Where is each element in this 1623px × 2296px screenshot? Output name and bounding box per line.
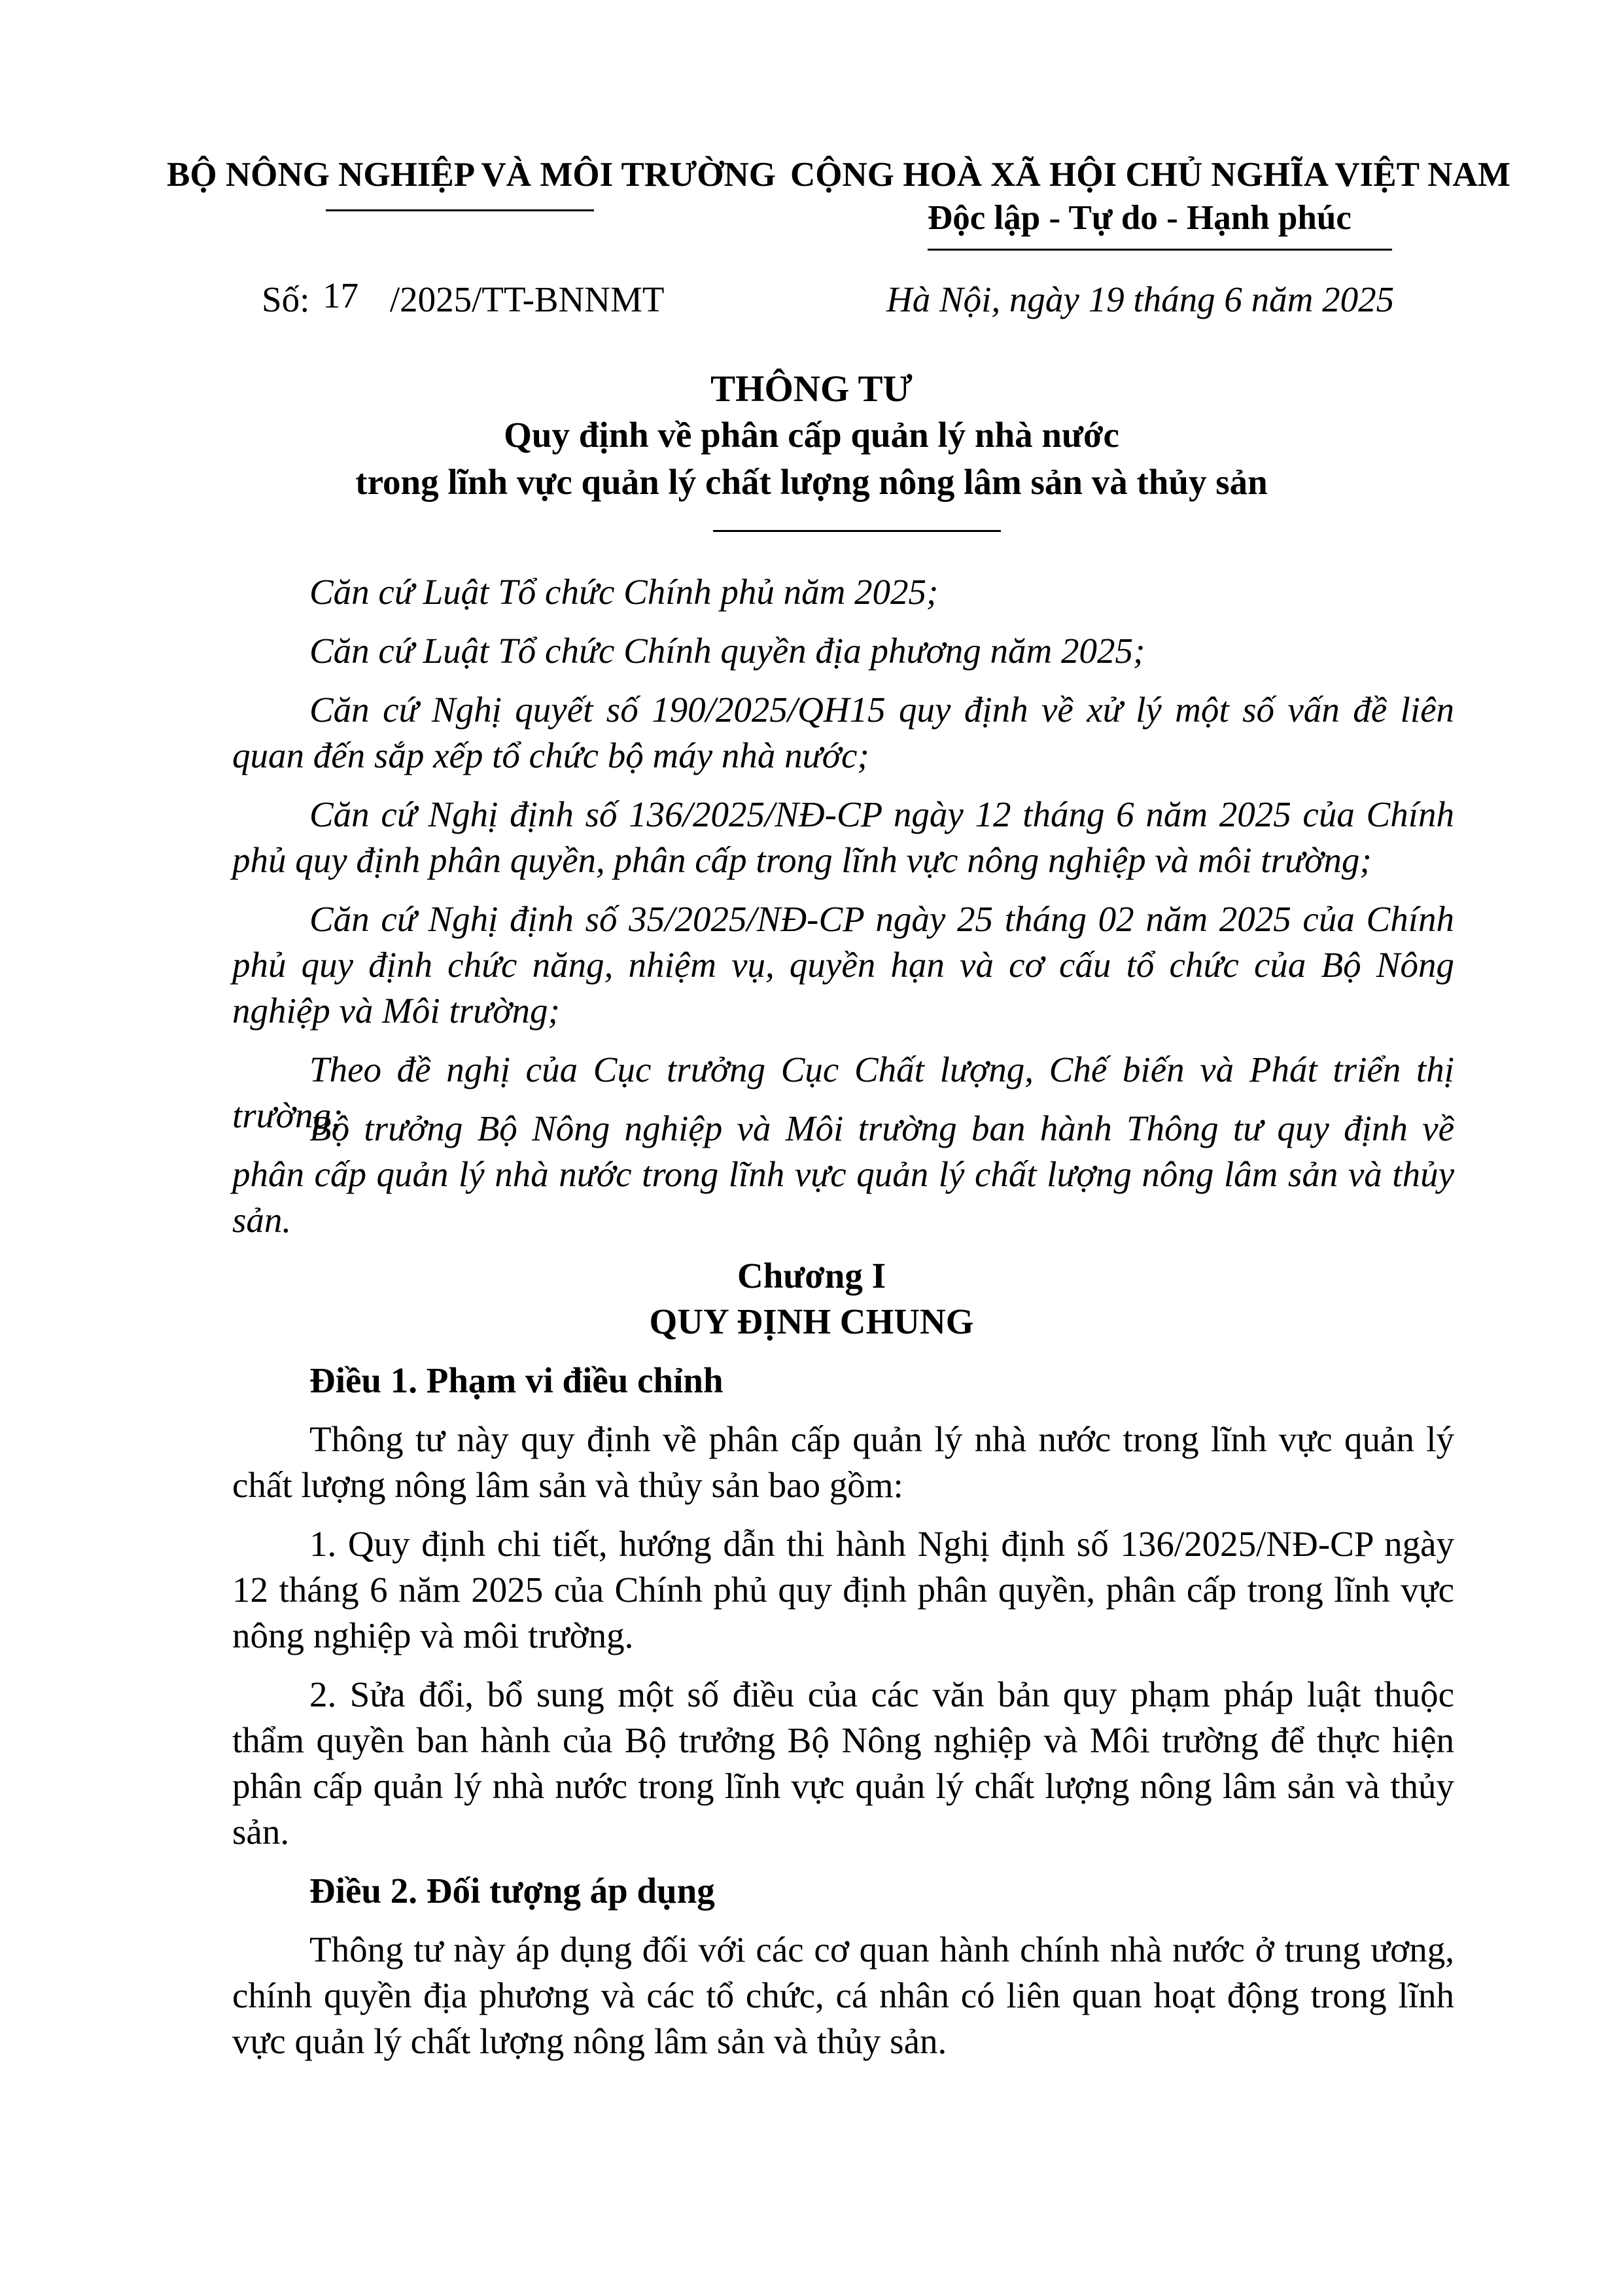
title-line-1: Quy định về phân cấp quản lý nhà nước (504, 415, 1119, 455)
ministry-name: BỘ NÔNG NGHIỆP VÀ MÔI TRƯỜNG (167, 156, 777, 194)
preamble-item-5: Căn cứ Nghị định số 35/2025/NĐ-CP ngày 25 tháng 02 năm 2025 của Chính phủ quy định chức năng, nhiệm vụ, quyền hạn và cơ cấu tổ chức của Bộ Nông nghiệp và Môi trường; (232, 899, 1454, 1031)
document-type: THÔNG TƯ (710, 368, 913, 410)
preamble-item-4: Căn cứ Nghị định số 136/2025/NĐ-CP ngày 12 tháng 6 năm 2025 của Chính phủ quy định phân quyền, phân cấp trong lĩnh vực nông nghiệp và môi trường; (232, 794, 1454, 880)
preamble-item-6: Theo đề nghị của Cục trưởng Cục Chất lượng, Chế biến và Phát triển thị trường; (232, 1050, 1454, 1135)
doc-number-prefix: Số: (262, 279, 310, 319)
title-underline (713, 530, 1001, 532)
national-motto: Độc lập - Tự do - Hạnh phúc (928, 199, 1352, 237)
document-number (262, 277, 665, 323)
preamble-item-2: Căn cứ Luật Tổ chức Chính quyền địa phương năm 2025; (309, 631, 1145, 671)
article-1-heading: Điều 1. Phạm vi điều chỉnh (309, 1360, 724, 1400)
country-name: CỘNG HOÀ XÃ HỘI CHỦ NGHĨA VIỆT NAM (790, 156, 1510, 194)
place-and-date: Hà Nội, ngày 19 tháng 6 năm 2025 (886, 279, 1395, 319)
title-line-2: trong lĩnh vực quản lý chất lượng nông lâm sản và thủy sản (355, 462, 1268, 502)
doc-number-value: 17 (323, 275, 359, 315)
preamble-item-7: Bộ trưởng Bộ Nông nghiệp và Môi trường ban hành Thông tư quy định về phân cấp quản lý nhà nước trong lĩnh vực quản lý chất lượng nông lâm sản và thủy sản. (232, 1108, 1454, 1240)
ministry-underline (326, 209, 594, 211)
article-1-item-1: 1. Quy định chi tiết, hướng dẫn thi hành Nghị định số 136/2025/NĐ-CP ngày 12 tháng 6 năm 2025 của Chính phủ quy định phân quyền, phân cấp trong lĩnh vực nông nghiệp và môi trường. (232, 1524, 1454, 1655)
motto-underline (928, 249, 1392, 251)
chapter-number: Chương I (737, 1256, 886, 1296)
article-1-intro: Thông tư này quy định về phân cấp quản lý nhà nước trong lĩnh vực quản lý chất lượng nông lâm sản và thủy sản bao gồm: (232, 1419, 1454, 1505)
doc-number-suffix: /2025/TT-BNNMT (389, 279, 665, 319)
article-2-text: Thông tư này áp dụng đối với các cơ quan hành chính nhà nước ở trung ương, chính quyền địa phương và các tổ chức, cá nhân có liên quan hoạt động trong lĩnh vực quản lý chất lượng nông lâm sản và thủy sản. (232, 1930, 1454, 2061)
chapter-name: QUY ĐỊNH CHUNG (649, 1301, 974, 1341)
preamble-item-3: Căn cứ Nghị quyết số 190/2025/QH15 quy định về xử lý một số vấn đề liên quan đến sắp xếp tổ chức bộ máy nhà nước; (232, 690, 1454, 775)
article-1-item-2: 2. Sửa đổi, bổ sung một số điều của các văn bản quy phạm pháp luật thuộc thẩm quyền ban hành của Bộ trưởng Bộ Nông nghiệp và Môi trường để thực hiện phân cấp quản lý nhà nước trong lĩnh vực quản lý chất lượng nông lâm sản và thủy sản. (232, 1674, 1454, 1852)
preamble-item-1: Căn cứ Luật Tổ chức Chính phủ năm 2025; (309, 572, 939, 612)
article-2-heading: Điều 2. Đối tượng áp dụng (309, 1871, 715, 1911)
